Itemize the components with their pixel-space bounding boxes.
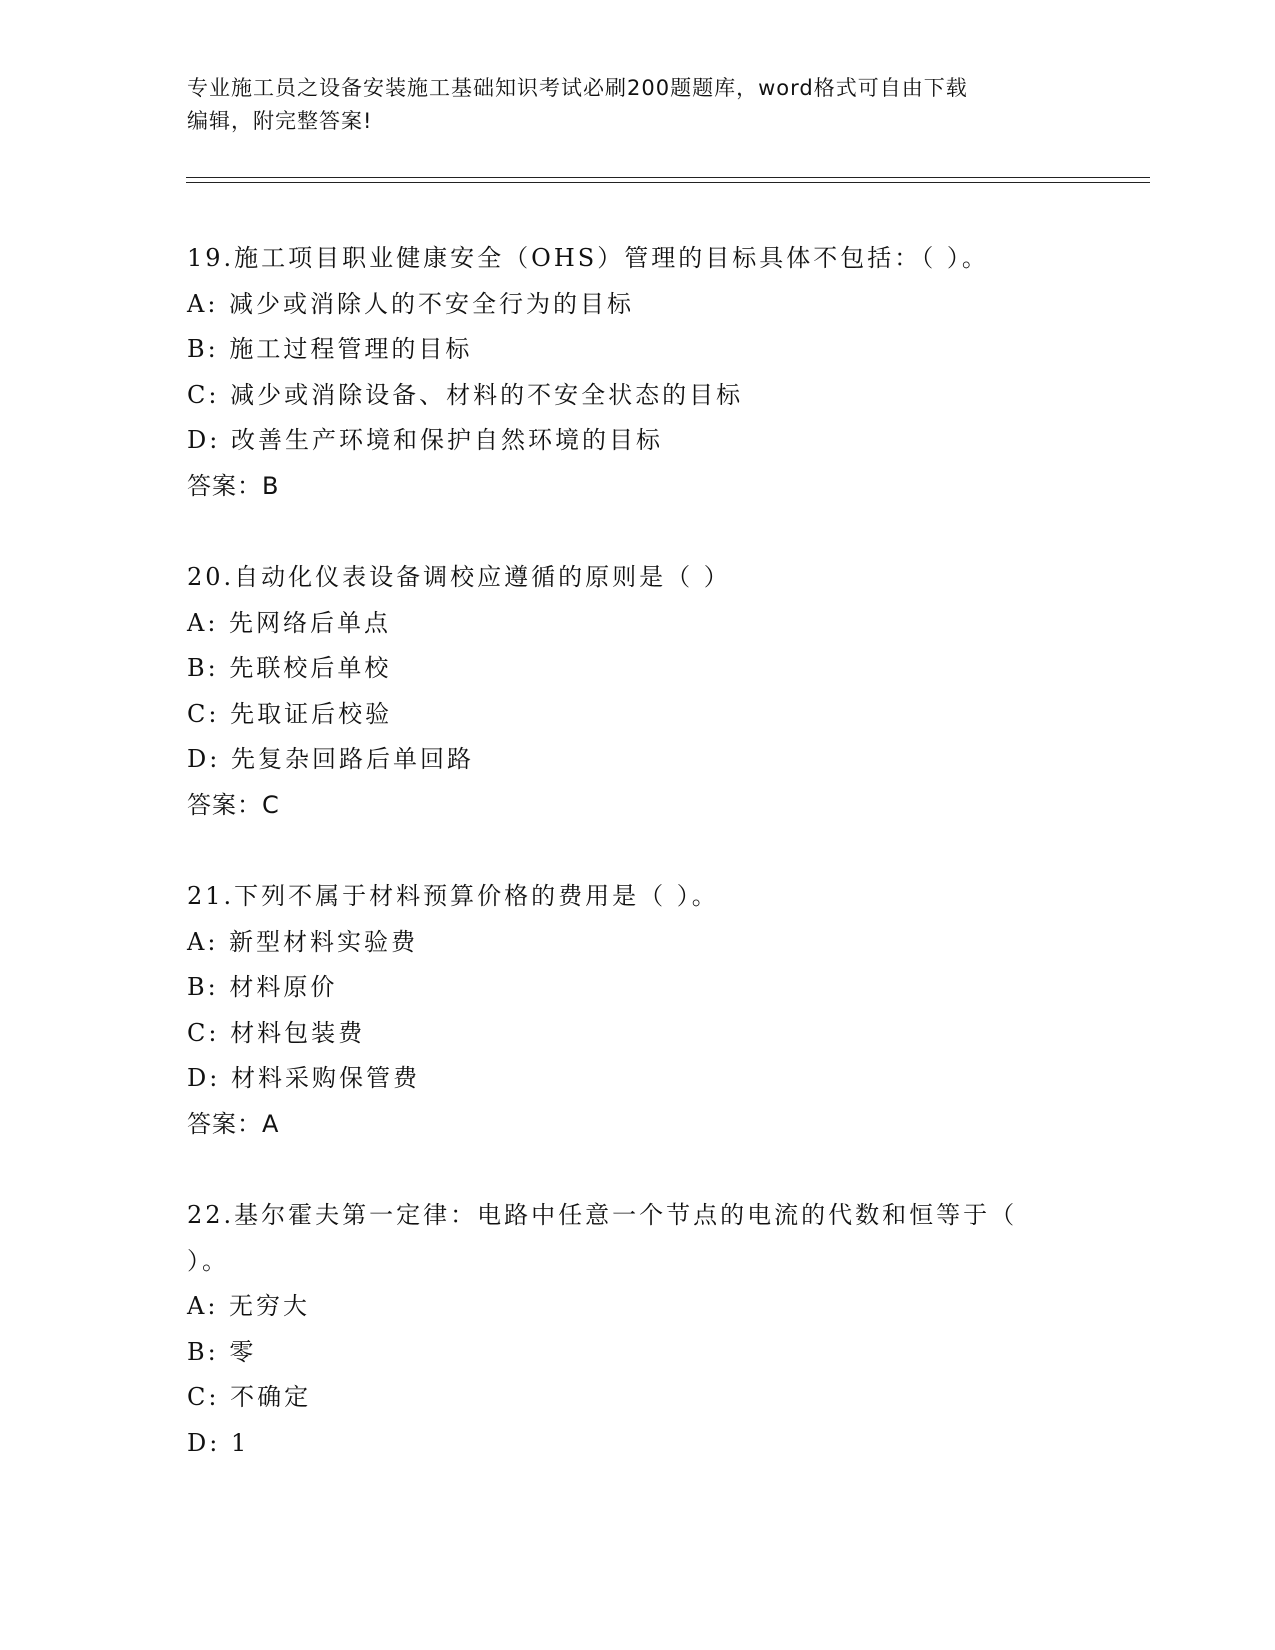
question-stem: 19.施工项目职业健康安全（OHS）管理的目标具体不包括：（ ）。 [187,244,989,272]
question-22 [187,1193,1087,1466]
question-list [187,236,1087,1512]
answer: 答案：A [187,1109,280,1138]
option-b: B: 零 [187,1337,257,1366]
option-d: D: 改善生产环境和保护自然环境的目标 [187,426,663,454]
option-c: C: 不确定 [187,1383,312,1411]
option-c: C: 材料包装费 [187,1018,366,1047]
header-divider-top [186,177,1150,178]
header-title-line-1: 专业施工员之设备安装施工基础知识考试必刷200题题库，word格式可自由下载 [187,76,968,100]
option-a: A: 无穷大 [187,1292,311,1320]
header-title-line-2: 编辑，附完整答案! [187,109,373,133]
option-b: B: 材料原价 [187,973,338,1001]
option-a: A: 减少或消除人的不安全行为的目标 [187,289,635,318]
document-header [187,72,1067,138]
question-19 [187,236,1087,509]
question-21 [187,874,1087,1147]
question-20 [187,555,1087,828]
option-c: C: 减少或消除设备、材料的不安全状态的目标 [187,380,744,409]
option-c: C: 先取证后校验 [187,699,393,728]
option-d: D: 1 [187,1428,250,1457]
answer: 答案：B [187,471,280,500]
question-stem: 20.自动化仪表设备调校应遵循的原则是（ ） [187,563,731,591]
question-stem: 21.下列不属于材料预算价格的费用是（ ）。 [187,882,719,910]
option-a: A: 新型材料实验费 [187,927,419,956]
option-b: B: 先联校后单校 [187,654,392,682]
option-b: B: 施工过程管理的目标 [187,335,473,363]
option-a: A: 先网络后单点 [187,608,392,637]
header-divider-bottom [186,182,1150,183]
answer: 答案：C [187,790,280,819]
question-stem-line-2: ）。 [187,1246,229,1275]
option-d: D: 先复杂回路后单回路 [187,745,474,773]
option-d: D: 材料采购保管费 [187,1064,420,1092]
question-stem-line-1: 22.基尔霍夫第一定律：电路中任意一个节点的电流的代数和恒等于（ [187,1201,1018,1229]
